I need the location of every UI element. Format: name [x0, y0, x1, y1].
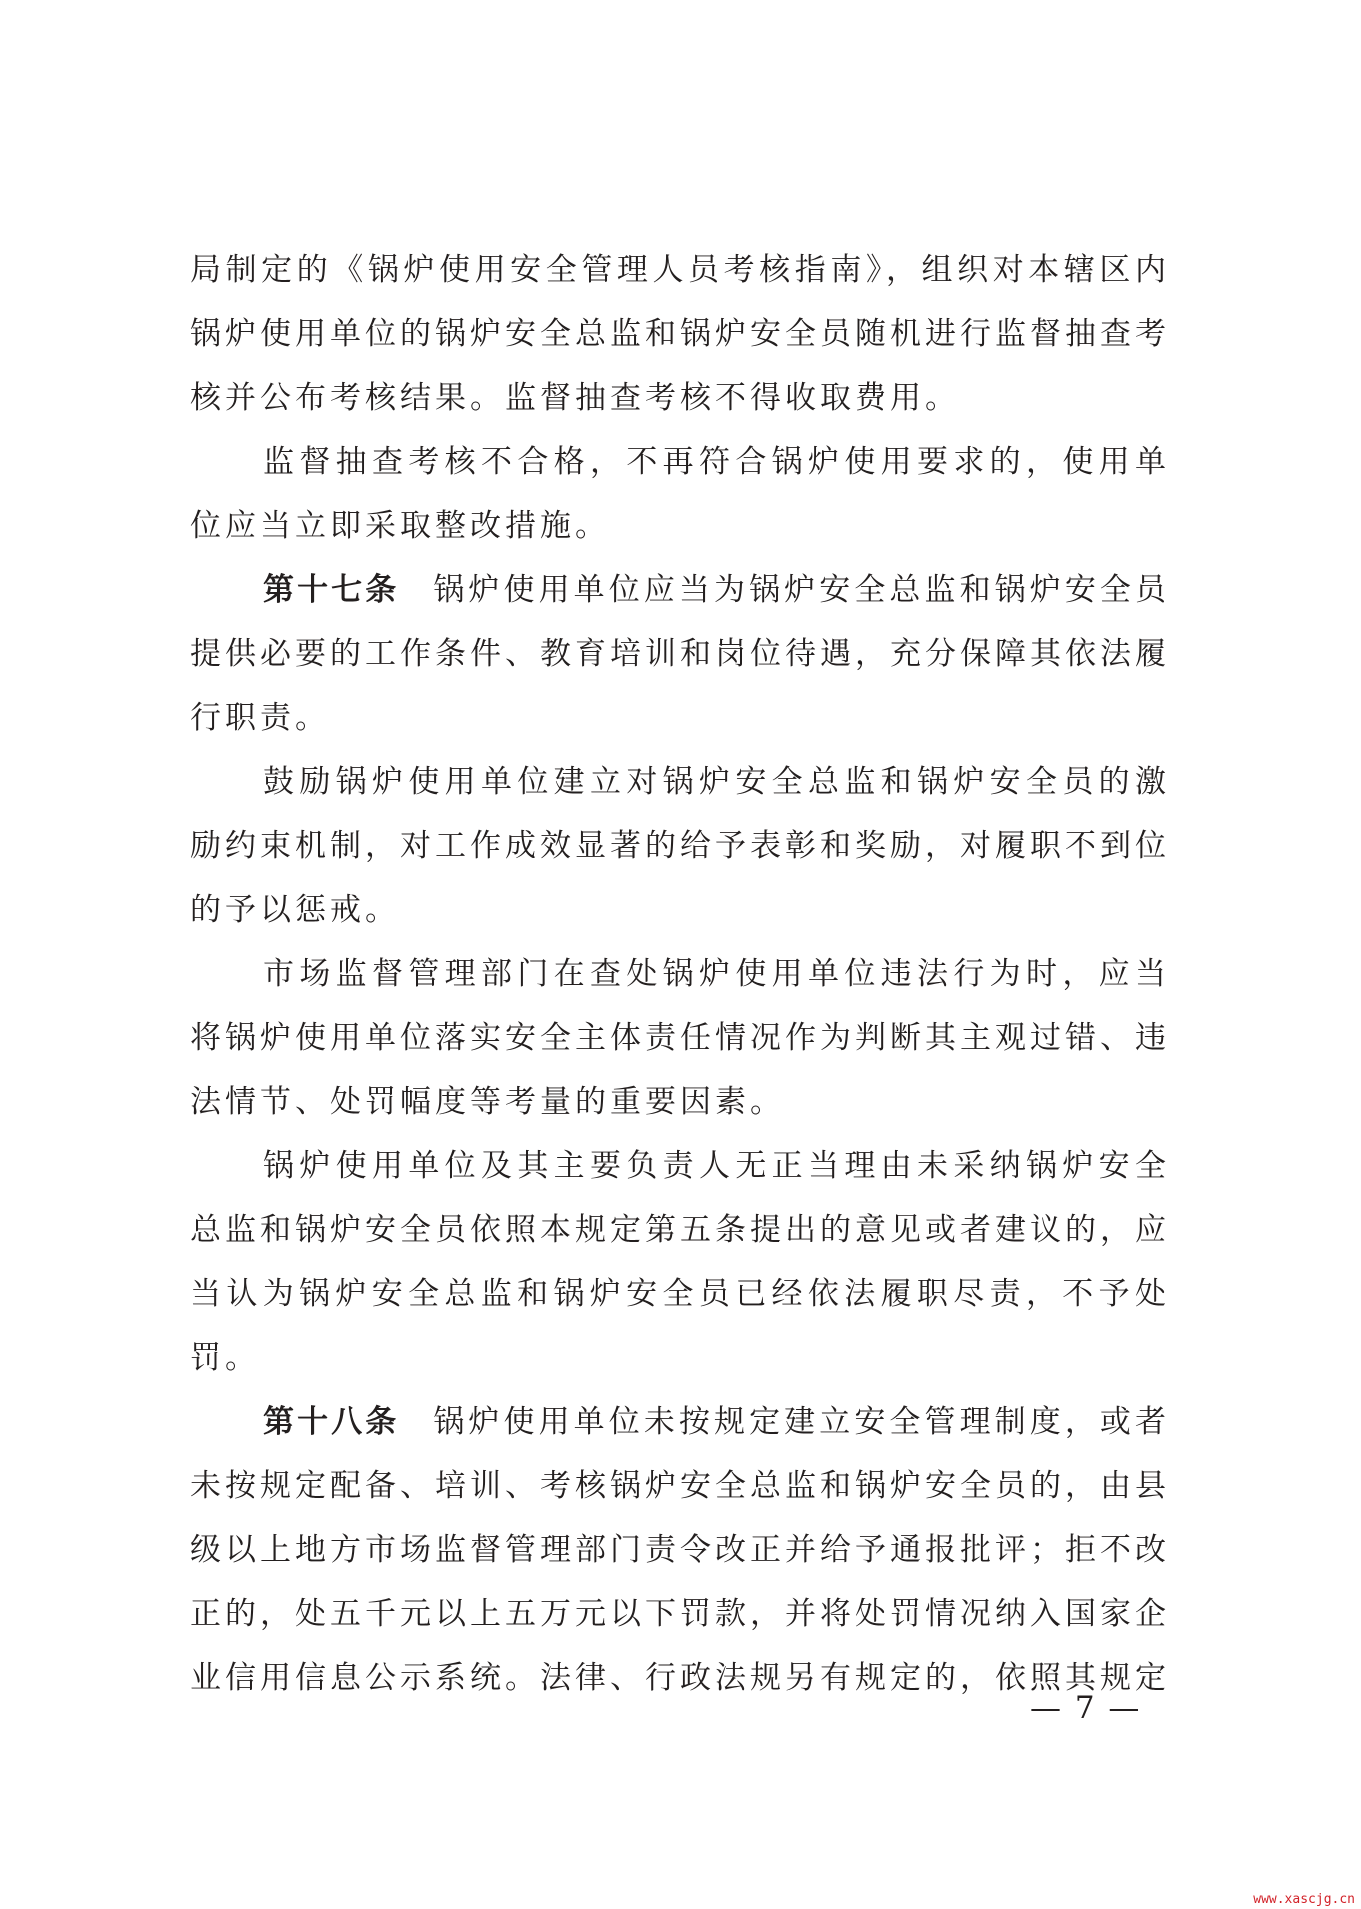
article-17-text: 锅炉使用单位应当为锅炉安全总监和锅炉安全员提供必要的工作条件、教育培训和岗位待遇，充分保障其依法履行职责。	[190, 572, 1171, 736]
article-17	[190, 558, 1170, 750]
paragraph-4-text: 鼓励锅炉使用单位建立对锅炉安全总监和锅炉安全员的激励约束机制，对工作成效显著的给予表彰和奖励，对履职不到位的予以惩戒。	[190, 764, 1170, 928]
paragraph-2-text: 监督抽查考核不合格，不再符合锅炉使用要求的，使用单位应当立即采取整改措施。	[190, 444, 1170, 544]
paragraph-6	[190, 1134, 1170, 1390]
paragraph-1	[190, 238, 1170, 430]
paragraph-2	[190, 430, 1170, 558]
article-18-text: 锅炉使用单位未按规定建立安全管理制度，或者未按规定配备、培训、考核锅炉安全总监和锅炉安全员的，由县级以上地方市场监督管理部门责令改正并给予通报批评；拒不改正的，处五千元以上五万元以下罚款，并将处罚情况纳入国家企业信用信息公示系统。法律、行政法规另有规定的，依照其规定	[190, 1404, 1171, 1696]
article-17-number: 第十七条	[263, 572, 400, 608]
article-18-number: 第十八条	[263, 1404, 400, 1440]
paragraph-6-text: 锅炉使用单位及其主要负责人无正当理由未采纳锅炉安全总监和锅炉安全员依照本规定第五条提出的意见或者建议的，应当认为锅炉安全总监和锅炉安全员已经依法履职尽责，不予处罚。	[190, 1148, 1170, 1376]
paragraph-1-text: 局制定的《锅炉使用安全管理人员考核指南》，组织对本辖区内锅炉使用单位的锅炉安全总监和锅炉安全员随机进行监督抽查考核并公布考核结果。监督抽查考核不得收取费用。	[190, 252, 1170, 416]
document-body	[190, 238, 1170, 1710]
paragraph-4	[190, 750, 1170, 942]
paragraph-5-text: 市场监督管理部门在查处锅炉使用单位违法行为时，应当将锅炉使用单位落实安全主体责任情况作为判断其主观过错、违法情节、处罚幅度等考量的重要因素。	[190, 956, 1170, 1120]
article-18	[190, 1390, 1170, 1710]
watermark-text: www.xascjg.cn	[1253, 1892, 1355, 1907]
paragraph-5	[190, 942, 1170, 1134]
page-number: — 7 —	[1030, 1690, 1142, 1726]
